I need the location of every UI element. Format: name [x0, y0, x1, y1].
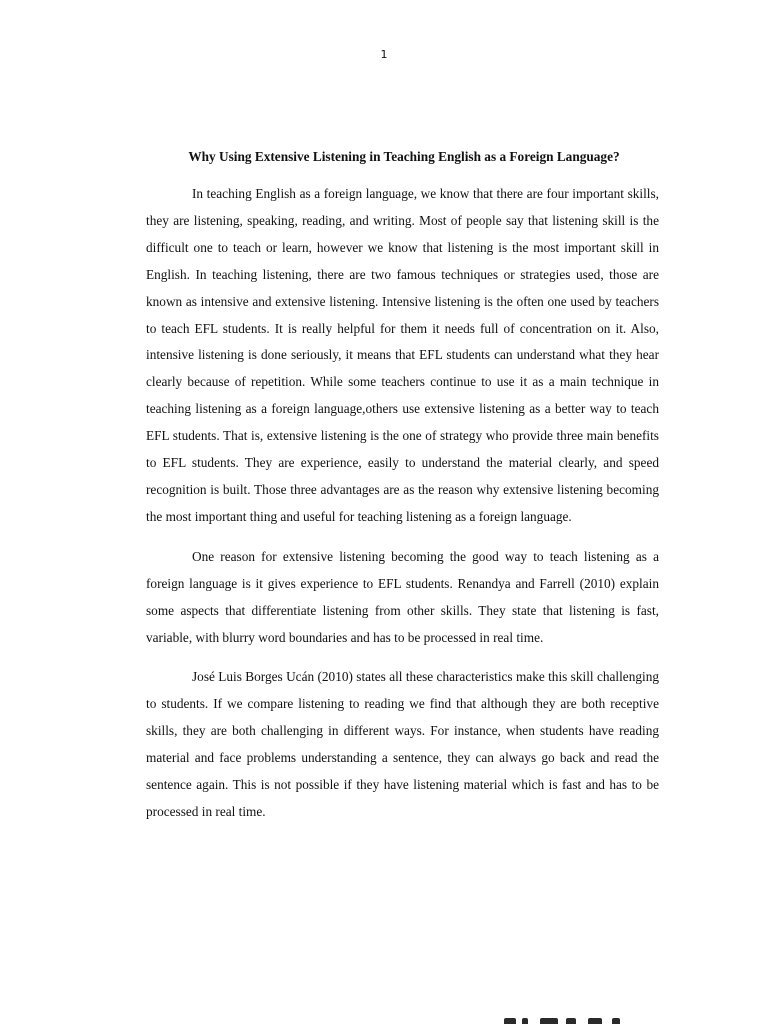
next-page-text-fragment — [500, 1014, 640, 1024]
paragraph-1: In teaching English as a foreign language, we know that there are four important skills, they are listening, speaking, reading, and writing. Most of people say that listening skill is the difficult one to teach or learn, however we know that listening is the most important skill in English. In teaching listening, there are two famous techniques or strategies used, those are known as intensive and extensive listening. Intensive listening is the often one used by teachers to teach EFL students. It is really helpful for them it needs full of concentration on it. Also, intensive listening is done seriously, it means that EFL students can understand what they hear clearly because of repetition. While some teachers continue to use it as a main technique in teaching listening as a foreign language,others use extensive listening as a better way to teach EFL students. That is, extensive listening is the one of strategy who provide three main benefits to EFL students. They are experience, easily to understand the material clearly, and speed recognition is built. Those three advantages are as the reason why extensive listening becoming the most important thing and useful for teaching listening as a foreign language. — [146, 186, 659, 524]
document-body — [146, 181, 659, 839]
document-title: Why Using Extensive Listening in Teaching English as a Foreign Language? — [188, 149, 620, 164]
paragraph-3: José Luis Borges Ucán (2010) states all these characteristics make this skill challenging to students. If we compare listening to reading we find that although they are both receptive skills, they are both challenging in different ways. For instance, when students have reading material and face problems understanding a sentence, they can always go back and read the sentence again. This is not possible if they have listening material which is fast and has to be processed in real time. — [146, 669, 659, 819]
page-number: 1 — [380, 48, 388, 61]
paragraph-2: One reason for extensive listening becoming the good way to teach listening as a foreign language is it gives experience to EFL students. Renandya and Farrell (2010) explain some aspects that differentiate listening from other skills. They state that listening is fast, variable, with blurry word boundaries and has to be processed in real time. — [146, 548, 659, 645]
